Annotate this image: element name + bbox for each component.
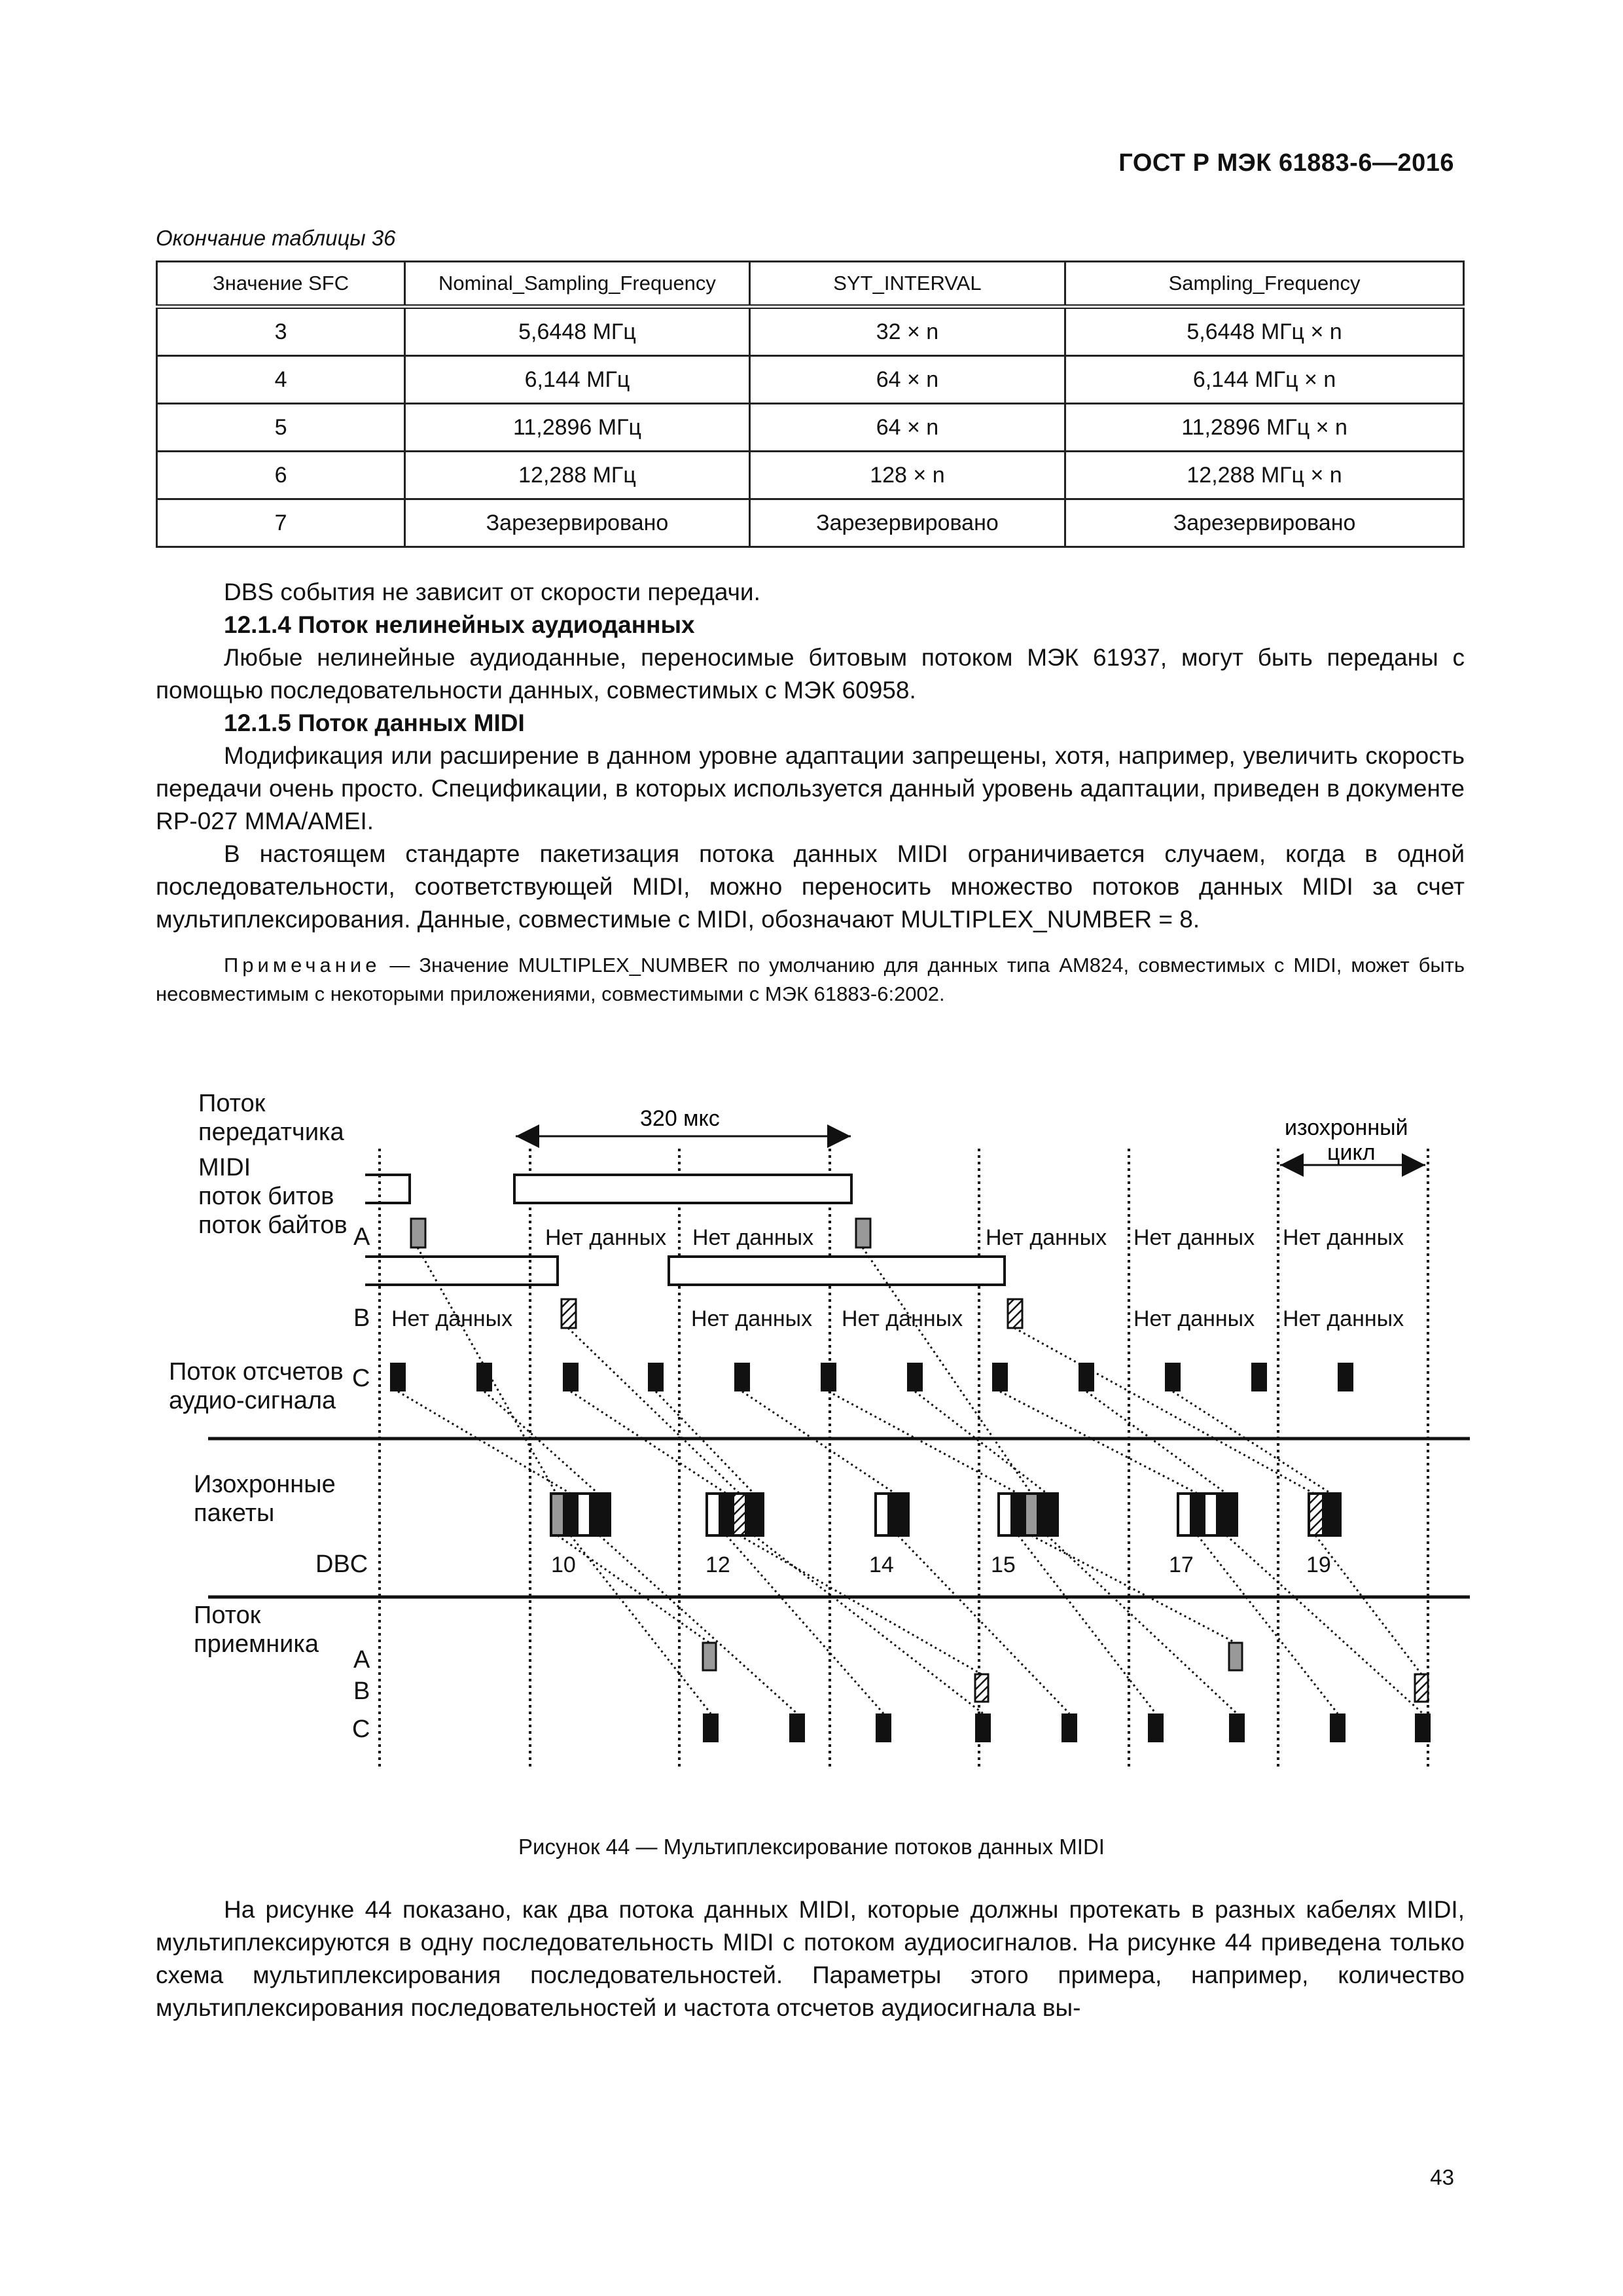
note-text: — Значение MULTIPLEX_NUMBER по умолчанию для данных типа AM824, совместимых с MIDI, может быть несовместимым с некоторыми приложениями, совместимыми с МЭК 61883-6:2002. [156, 954, 1465, 1005]
note-block [156, 951, 1465, 1009]
column-header: Значение SFC [157, 262, 405, 307]
label-rx-c: C [352, 1715, 370, 1743]
paragraph: Модификация или расширение в данном уровне адаптации запрещены, хотя, например, увеличить скорость передачи очень просто. Спецификации, в которых используется данный уровень адаптации, приведен в документе RP-027 MMA/AMEI. [156, 742, 1465, 834]
label-tx3: MIDI [198, 1154, 251, 1181]
table-cell: 128 × n [749, 452, 1065, 499]
table-row [157, 499, 1464, 547]
label-b: B [353, 1304, 370, 1332]
table-cell: Зарезервировано [749, 499, 1065, 547]
table-cell: 5,6448 МГц [405, 307, 750, 356]
label-c: C [352, 1365, 370, 1392]
label-audio2: аудио-сигнала [169, 1387, 336, 1414]
label-a: A [353, 1223, 370, 1251]
table-header-row [157, 262, 1464, 307]
table-cell: 12,288 МГц × n [1065, 452, 1464, 499]
cycle-label-1: изохронный [1285, 1115, 1408, 1140]
svg-text:Нет данных: Нет данных [1133, 1225, 1255, 1250]
table-cell: 3 [157, 307, 405, 356]
standard-id: ГОСТ Р МЭК 61883-6—2016 [1118, 149, 1454, 177]
table-row [157, 404, 1464, 452]
label-dbc: DBC [315, 1551, 368, 1578]
svg-text:Нет данных: Нет данных [1133, 1306, 1255, 1331]
table-cell: 5,6448 МГц × n [1065, 307, 1464, 356]
figure-caption: Рисунок 44 — Мультиплексирование потоков данных MIDI [518, 1835, 1105, 1859]
table-cell: 6,144 МГц [405, 356, 750, 404]
diagram-labels [169, 1090, 370, 1743]
table-row [157, 356, 1464, 404]
paragraph: DBS события не зависит от скорости передачи. [224, 579, 760, 605]
table-cell: 7 [157, 499, 405, 547]
iso-packets [551, 1494, 1340, 1535]
label-rx2: приемника [194, 1630, 319, 1658]
label-rx-a: A [353, 1646, 370, 1674]
paragraph: На рисунке 44 показано, как два потока данных MIDI, которые должны протекать в разных кабелях MIDI, мультиплексируются в одну последовательность MIDI с потоком аудиосигналов. На рисунке 44 приведена только схема мультиплексирования последовательностей. Параметры этого примера, например, количество мультиплексирования последовательностей и частота отсчетов аудиосигнала вы- [156, 1896, 1465, 2021]
page-number: 43 [1430, 2165, 1454, 2189]
column-header: SYT_INTERVAL [749, 262, 1065, 307]
svg-text:Нет данных: Нет данных [1283, 1306, 1404, 1331]
svg-text:Нет данных: Нет данных [691, 1306, 813, 1331]
svg-text:14: 14 [869, 1552, 894, 1577]
svg-text:Нет данных: Нет данных [545, 1225, 667, 1250]
table-cell: 6 [157, 452, 405, 499]
section-heading: 12.1.4 Поток нелинейных аудиоданных [224, 611, 695, 638]
table-cell: 11,2896 МГц [405, 404, 750, 452]
table-cell: 64 × n [749, 356, 1065, 404]
svg-text:10: 10 [551, 1552, 576, 1577]
svg-text:17: 17 [1169, 1552, 1194, 1577]
label-iso2: пакеты [194, 1499, 275, 1527]
column-header: Nominal_Sampling_Frequency [405, 262, 750, 307]
svg-text:15: 15 [991, 1552, 1016, 1577]
note-label: Примечание [224, 954, 381, 977]
label-audio1: Поток отсчетов [169, 1358, 344, 1386]
table-cell: Зарезервировано [405, 499, 750, 547]
label-rx1: Поток [194, 1602, 261, 1629]
section-heading: 12.1.5 Поток данных MIDI [224, 709, 525, 736]
table-cell: 64 × n [749, 404, 1065, 452]
paragraph: В настоящем стандарте пакетизация потока данных MIDI ограничивается случаем, когда в одной последовательности, соответствующей MIDI, можно переносить множество потоков данных MIDI за счет мультиплексирования. Данные, совместимые с MIDI, обозначают MULTIPLEX_NUMBER = 8. [156, 840, 1465, 933]
column-header: Sampling_Frequency [1065, 262, 1464, 307]
table-cell: 6,144 МГц × n [1065, 356, 1464, 404]
svg-text:Нет данных: Нет данных [1283, 1225, 1404, 1250]
svg-text:Нет данных: Нет данных [692, 1225, 814, 1250]
table-caption: Окончание таблицы 36 [156, 226, 396, 250]
table-cell: 5 [157, 404, 405, 452]
label-iso1: Изохронные [194, 1471, 336, 1498]
table-cell: 4 [157, 356, 405, 404]
label-tx5: поток байтов [198, 1211, 348, 1239]
table-cell: Зарезервировано [1065, 499, 1464, 547]
label-tx2: передатчика [198, 1119, 344, 1146]
svg-text:19: 19 [1306, 1552, 1331, 1577]
label-tx1: Поток [198, 1090, 266, 1117]
svg-text:12: 12 [705, 1552, 730, 1577]
table-cell: 32 × n [749, 307, 1065, 356]
table-row [157, 307, 1464, 356]
table-cell: 11,2896 МГц × n [1065, 404, 1464, 452]
table-cell: 12,288 МГц [405, 452, 750, 499]
midi-multiplex-diagram [156, 1073, 1471, 1793]
interval-label: 320 мкс [640, 1106, 720, 1131]
body-text-block-2 [156, 1893, 1465, 2024]
cycle-label-2: цикл [1327, 1140, 1376, 1165]
svg-text:Нет данных: Нет данных [986, 1225, 1107, 1250]
table-row [157, 452, 1464, 499]
label-tx4: поток битов [198, 1183, 334, 1210]
body-text-block [156, 576, 1465, 936]
label-rx-b: B [353, 1677, 370, 1705]
audio-samples [390, 1363, 1353, 1391]
sfc-table [156, 260, 1465, 548]
svg-text:Нет данных: Нет данных [391, 1306, 513, 1331]
svg-text:Нет данных: Нет данных [842, 1306, 963, 1331]
stream-a-bars [365, 1175, 1005, 1285]
paragraph: Любые нелинейные аудиоданные, переносимые битовым потоком МЭК 61937, могут быть переданы с помощью последовательности данных, совместимых с МЭК 60958. [156, 644, 1465, 704]
mapping-lines [398, 1247, 1423, 1713]
